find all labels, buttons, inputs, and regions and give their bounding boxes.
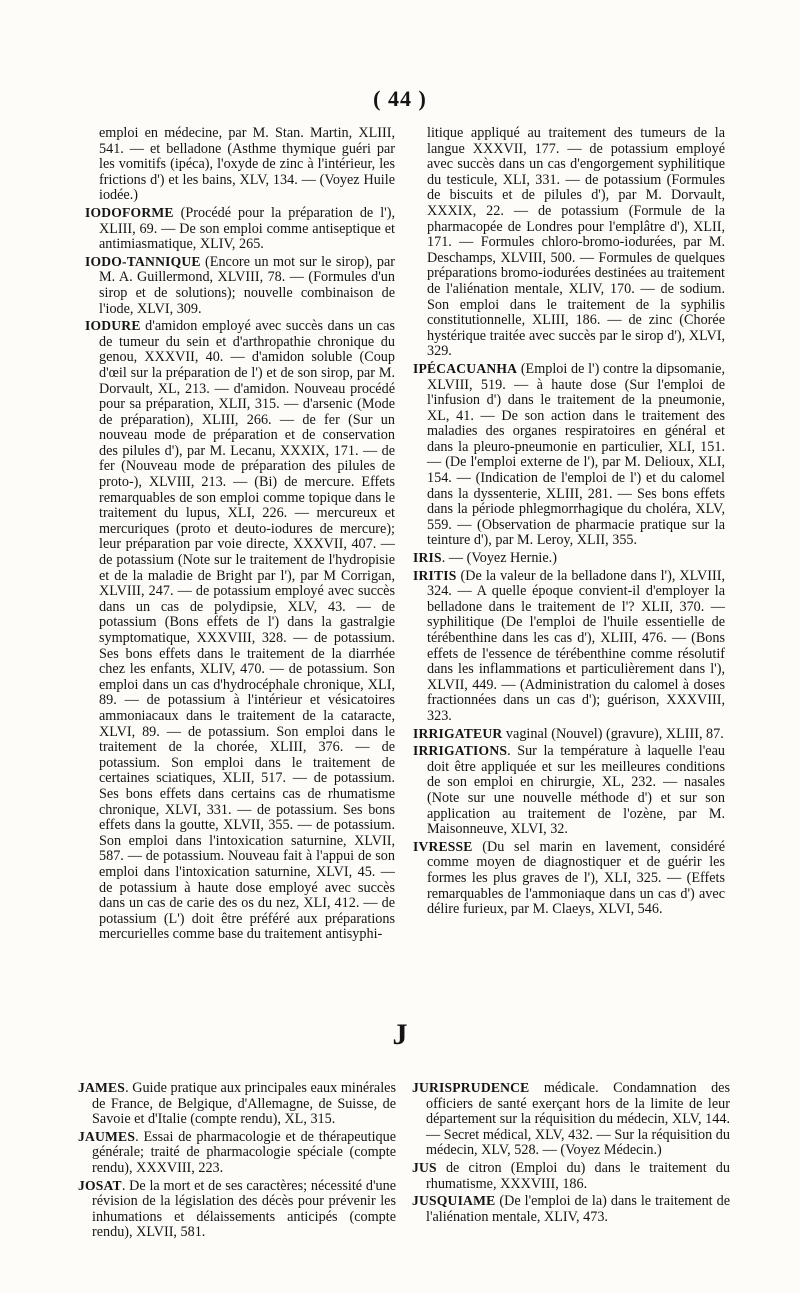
entry-headword: JAUMES [78,1128,136,1144]
index-entry [78,1080,396,1128]
entry-headword: JOSAT [78,1177,122,1193]
entry-headword: IPÉCACUANHA [413,360,518,376]
entry-text: médicale. Condamnation des officiers de santé exerçant hors de la limite de leur département sur la réquisition du médecin, XLV, 144. — Secret médical, XLV, 432. — Sur la réquisition du médecin, XLV, 528. — (Voyez Médecin.) [426,1080,730,1159]
entry-text: litique appliqué au traitement des tumeurs de la langue XXXVII, 177. — de potassium employé avec succès dans un cas d'engorgement syphilitique du testicule, XLI, 331. — de potassium (Formules de biscuits et de pilules d'), par M. Dorvault, XXXIX, 22. — de potassium (Formule de la pharmacopée de Londres pour l'emplâtre d'), XLII, 171. — Formules chloro-bromo-iodurées, par M. Deschamps, XLVIII, 500. — Formules de quelques préparations bromo-iodurées destinées au traitement de l'aliénation mentale, XLIV, 170. — de sodium. Son emploi dans le traitement de la syphilis constitutionnelle, XLIII, 186. — de zinc (Chorée hystérique traitée avec succès par le sirop d'), XLVI, 329. [427,125,725,360]
entry-text: . Guide pratique aux principales eaux minérales de France, de Belgique, d'Allemagne, de Suisse, de Savoie et d'Italie (compte rendu), XL, 315. [92,1080,396,1128]
entry-text: (Emploi de l') contre la dipsomanie, XLVIII, 519. — à haute dose (Sur l'emploi de l'infusion d') dans le traitement de la pneumonie, XL, 41. — De son action dans le traitement des maladies des organes respiratoires en général et dans la pleuro-pneumonie en particulier, XLI, 151. — (De l'emploi externe de l'), par M. Delioux, XLI, 154. — (Indication de l'emploi de l') et du calomel dans la dyssenterie, XLIII, 281. — Ses bons effets dans la période phlegmorrhagique du choléra, XLV, 559. — (Observation de pharmacie pratique sur la teinture d'), par M. Leroy, XLII, 355. [427,360,725,549]
entry-text: . Sur la température à laquelle l'eau doit être appliquée et sur les meilleures conditions de son emploi en chirurgie, XL, 232. — nasales (Note sur une nouvelle méthode d') et sur son application au traitement de l'ozène, par M. Maisonneuve, XLVI, 32. [427,743,725,838]
entry-headword: IODO-TANNIQUE [85,253,201,269]
entry-text: (De la valeur de la belladone dans l'), XLVIII, 324. — A quelle époque convient-il d'employer la belladone dans le traitement de l'? XLII, 370. — syphilitique (De l'emploi de l'huile essentielle de térébenthine dans les cas d'), XLIII, 476. — (Bons effets de l'essence de térébenthine comme résolutif dans les inflammations et particulièrement dans l'), XLVII, 449. — (Administration du calomel à doses fractionnées dans un cas d'); guérison, XXXVIII, 323. [427,567,725,724]
entry-text: . Essai de pharmacologie et de thérapeutique générale; traité de pharmacologie spéciale (compte rendu), XXXVIII, 223. [92,1128,396,1176]
column-left-top [85,126,395,944]
entry-headword: JUS [412,1159,437,1175]
index-entry [412,1193,730,1225]
entry-text: (De l'emploi de la) dans le traitement de l'aliénation mentale, XLIV, 473. [426,1193,730,1225]
index-entry [413,361,725,549]
entry-headword: IRRIGATIONS [413,743,508,759]
column-right-top [413,126,725,919]
column-right-bottom [412,1080,730,1226]
index-entry [413,568,725,725]
entry-headword: IODOFORME [85,204,174,220]
entry-text: vaginal (Nouvel) (gravure), XLIII, 87. [502,725,724,742]
entry-text: . — (Voyez Hernie.) [441,550,557,567]
section-letter: J [392,1018,408,1051]
index-entry [85,126,395,204]
entry-text: de citron (Emploi du) dans le traitement du rhumatisme, XXXVIII, 186. [426,1159,730,1192]
entry-text: (Procédé pour la préparation de l'), XLIII, 69. — De son emploi comme antiseptique et antimiasmatique, XLIV, 265. [99,204,395,253]
index-entry [85,318,395,943]
entry-text: . De la mort et de ses caractères; nécessité d'une révision de la législation des décès pour prévenir les inhumations et délaissements anticipés (compte rendu), XLVII, 581. [92,1177,396,1241]
page-number: ( 44 ) [373,86,427,111]
index-entry [413,726,725,743]
entry-headword: JAMES [78,1080,126,1095]
entry-headword: IRITIS [413,567,457,583]
index-entry [85,254,395,317]
index-entry [413,839,725,918]
column-left-bottom [78,1080,396,1242]
entry-headword: IODURE [85,318,141,334]
entry-headword: JUSQUIAME [412,1193,496,1209]
index-entry [413,550,725,567]
entry-text: (Du sel marin en lavement, considéré comme moyen de diagnostiquer et de guérir les formes les plus graves de l'), XLI, 325. — (Effets remarquables de l'ammoniaque dans un cas d') avec délire furieux, par M. Claeys, XLVI, 546. [427,838,725,918]
entry-text: emploi en médecine, par M. Stan. Martin, XLIII, 541. — et belladone (Asthme thymique guéri par les vomitifs (ipéca), l'oxyde de zinc à l'intérieur, les frictions d') et les bains, XLV, 134. — (Voyez Huile iodée.) [99,125,395,204]
entry-text: (Encore un mot sur le sirop), par M. A. Guillermond, XLVIII, 78. — (Formules d'un sirop et de solutions); nouvelle combinaison de l'iode, XLVI, 309. [99,253,395,317]
entry-text: d'amidon employé avec succès dans un cas de tumeur du sein et d'arthropathie chronique du genou, XXXVII, 40. — d'amidon soluble (Coup d'œil sur la préparation de l') et de son sirop, par M. Dorvault, XL, 213. — d'amidon. Nouveau procédé pour sa préparation, XLII, 315. — d'arsenic (Mode de préparation), XLIII, 266. — de fer (Sur un nouveau mode de préparation et de conservation des pilules d'), par M. Lecanu, XXXIX, 171. — de fer (Nouveau mode de préparation des pilules de proto-), XLVIII, 213. — (Bi) de mercure. Effets remarquables de son emploi comme topique dans le traitement du lupus, XLI, 226. — mercureux et mercuriques (proto et deuto-iodures de mercure); leur préparation par voie directe, XXXVII, 407. — de potassium (Note sur le traitement de l'hydropisie et de la maladie de Bright par l'), par M Corrigan, XLVIII, 247. — de potassium employé avec succès dans un cas de polydipsie, XLV, 43. — de potassium (Bons effets de l') dans la gastralgie symptomatique, XXXVIII, 328. — de potassium. Ses bons effets dans le traitement de la diarrhée chez les enfants, XLIV, 470. — de potassium. Son emploi dans un cas d'hydrocéphale chronique, XLI, 89. — de potassium à l'intérieur et vésicatoires ammoniacaux dans le traitement de la cataracte, XLVI, 89. — de potassium. Son emploi dans le traitement de la chorée, XLIII, 376. — de potassium. Son emploi dans le traitement de certaines sciatiques, XLII, 517. — de potassium. Ses bons effets dans certains cas de rhumatisme chronique, XLVI, 331. — de potassium. Ses bons effets dans la goutte, XLVII, 355. — de potassium. Son emploi dans l'intoxication saturnine, XLVII, 587. — de potassium. Nouveau fait à l'appui de son emploi dans l'intoxication saturnine, XLVI, 45. — de potassium à haute dose employé avec succès dans un cas de carie des os du nez, XLI, 412. — de potassium (L') doit être préféré aux préparations mercurielles comme base du traitement antisyphi- [99,318,395,943]
entry-headword: JURISPRUDENCE [412,1080,530,1095]
entry-headword: IVRESSE [413,838,473,854]
index-entry [413,126,725,360]
index-entry [78,1129,396,1177]
index-entry [412,1080,730,1159]
entry-headword: IRIS [413,550,442,566]
index-entry [413,743,725,838]
index-entry [85,205,395,253]
entry-headword: IRRIGATEUR [413,725,503,741]
index-entry [78,1178,396,1241]
index-entry [412,1160,730,1192]
